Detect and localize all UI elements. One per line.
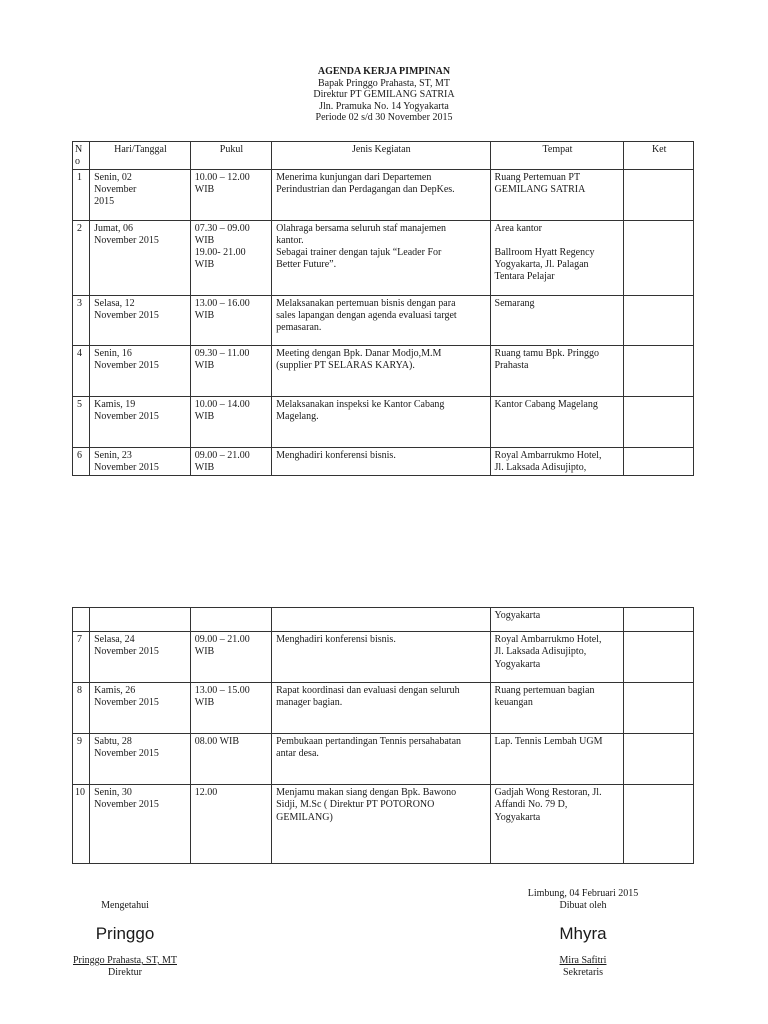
column-header-no-line: o <box>75 156 80 168</box>
column-header-no <box>73 142 90 170</box>
row-activity <box>272 785 490 864</box>
place-line: Gadjah Wong Restoran, Jl. <box>494 787 602 798</box>
date-line: November <box>94 183 137 195</box>
row-time <box>190 396 271 447</box>
table-row <box>73 396 694 447</box>
document-header <box>0 66 768 124</box>
row-number: 5 <box>73 396 90 447</box>
row-note <box>624 632 694 683</box>
time-line: 19.00- 21.00 <box>194 247 246 259</box>
row-note <box>624 608 694 632</box>
signer-name-left: Pringgo Prahasta, ST, MT <box>73 955 177 966</box>
activity-line: kantor. <box>276 234 304 246</box>
row-place <box>490 632 624 683</box>
row-time <box>190 345 271 396</box>
row-number: 9 <box>73 734 90 785</box>
row-activity <box>272 295 490 345</box>
time-line: WIB <box>194 461 215 473</box>
row-date <box>90 345 191 396</box>
table-row <box>73 295 694 345</box>
activity-line: Meeting dengan Bpk. Danar Modjo,M.M <box>276 347 442 359</box>
time-line: WIB <box>194 359 215 371</box>
place-line: Jl. Laksada Adisujipto, <box>494 461 587 473</box>
place-line: Yogyakarta <box>494 811 541 823</box>
place-line: Ruang pertemuan bagian <box>494 685 595 696</box>
row-time <box>190 295 271 345</box>
time-line: 12.00 <box>194 787 218 798</box>
table-row <box>73 345 694 396</box>
row-place <box>490 169 624 220</box>
row-activity <box>272 220 490 295</box>
row-number: 6 <box>73 447 90 475</box>
table-row <box>73 169 694 220</box>
handwritten-signature-left: Pringgo <box>95 924 155 943</box>
row-number: 3 <box>73 295 90 345</box>
row-place <box>490 345 624 396</box>
table-header-row <box>73 142 694 170</box>
time-line: 07.30 – 09.00 <box>194 222 250 234</box>
signer-role-right: Sekretaris <box>563 967 603 978</box>
table-row <box>73 785 694 864</box>
row-date <box>90 734 191 785</box>
row-note <box>624 683 694 734</box>
approval-caption: Mengetahui <box>101 900 149 911</box>
row-place <box>490 734 624 785</box>
row-note <box>624 169 694 220</box>
row-activity <box>272 345 490 396</box>
date-line: Senin, 16 <box>94 347 132 359</box>
place-line: Yogyakarta, Jl. Palagan <box>494 259 589 271</box>
date-line: November 2015 <box>94 748 159 760</box>
activity-line: sales lapangan dengan agenda evaluasi target <box>276 309 457 321</box>
activity-line: Melaksanakan pertemuan bisnis dengan para <box>276 297 456 309</box>
row-date <box>90 608 191 632</box>
activity-line: Magelang. <box>276 410 319 422</box>
activity-line: antar desa. <box>276 748 319 760</box>
activity-line: Sebagai trainer dengan tajuk “Leader For <box>276 247 442 259</box>
activity-line: GEMILANG) <box>276 811 333 823</box>
column-header-activity: Jenis Kegiatan <box>272 142 490 170</box>
row-time <box>190 608 271 632</box>
row-place <box>490 683 624 734</box>
activity-line: Menjamu makan siang dengan Bpk. Bawono <box>276 787 457 798</box>
time-line: 10.00 – 14.00 <box>194 398 250 410</box>
row-activity <box>272 447 490 475</box>
activity-line: Rapat koordinasi dan evaluasi dengan seluruh <box>276 685 460 696</box>
row-number: 10 <box>73 785 90 864</box>
row-place <box>490 447 624 475</box>
row-activity <box>272 632 490 683</box>
header-line-position: Direktur PT GEMILANG SATRIA <box>313 89 455 101</box>
place-line: Yogyakarta <box>494 658 541 670</box>
handwritten-signature-right: Mhyra <box>559 924 607 943</box>
row-place <box>490 785 624 864</box>
activity-line: Pembukaan pertandingan Tennis persahabatan <box>276 736 462 747</box>
place-date: Limbung, 04 Februari 2015 <box>527 888 639 899</box>
activity-line: (supplier PT SELARAS KARYA). <box>276 359 415 371</box>
column-header-place: Tempat <box>490 142 624 170</box>
place-line: Tentara Pelajar <box>494 271 555 283</box>
row-note <box>624 345 694 396</box>
activity-line: Melaksanakan inspeksi ke Kantor Cabang <box>276 398 445 410</box>
column-header-time: Pukul <box>190 142 271 170</box>
column-header-note: Ket <box>624 142 694 170</box>
date-line: Kamis, 19 <box>94 398 136 410</box>
row-time <box>190 734 271 785</box>
activity-line: Sidji, M.Sc ( Direktur PT POTORONO <box>276 799 435 811</box>
time-line: 10.00 – 12.00 <box>194 171 250 183</box>
date-line: November 2015 <box>94 461 159 473</box>
date-line: Senin, 02 <box>94 171 132 183</box>
place-line: Royal Ambarrukmo Hotel, <box>494 634 602 645</box>
time-line: 08.00 WIB <box>194 736 240 747</box>
table-row-continuation <box>73 608 694 632</box>
place-line: Ruang Pertemuan PT <box>494 171 581 183</box>
row-date <box>90 169 191 220</box>
time-line: WIB <box>194 309 215 321</box>
signature-block-right <box>500 888 666 979</box>
column-header-date: Hari/Tanggal <box>90 142 191 170</box>
row-note <box>624 396 694 447</box>
place-line: GEMILANG SATRIA <box>494 183 586 195</box>
place-line: Yogyakarta <box>494 610 541 621</box>
date-line: November 2015 <box>94 646 159 658</box>
date-line: Senin, 23 <box>94 449 132 461</box>
date-line: Senin, 30 <box>94 787 132 798</box>
place-line: Affandi No. 79 D, <box>494 799 568 811</box>
table-row <box>73 683 694 734</box>
row-number: 7 <box>73 632 90 683</box>
row-place <box>490 295 624 345</box>
time-line: 09.00 – 21.00 <box>194 634 250 645</box>
date-line: Selasa, 24 <box>94 634 135 645</box>
row-note <box>624 785 694 864</box>
row-activity <box>272 608 490 632</box>
row-number <box>73 608 90 632</box>
place-line: keuangan <box>494 697 533 709</box>
activity-line: Better Future”. <box>276 259 337 271</box>
time-line: 09.30 – 11.00 <box>194 347 250 359</box>
place-line: Jl. Laksada Adisujipto, <box>494 646 587 658</box>
row-note <box>624 295 694 345</box>
header-line-period: Periode 02 s/d 30 November 2015 <box>315 112 453 124</box>
place-line: Area kantor <box>494 222 543 234</box>
time-line: 13.00 – 15.00 <box>194 685 250 696</box>
row-date <box>90 632 191 683</box>
date-line: Jumat, 06 <box>94 222 134 234</box>
row-number: 4 <box>73 345 90 396</box>
row-time <box>190 683 271 734</box>
place-spacer <box>495 235 621 247</box>
activity-line: Menghadiri konferensi bisnis. <box>276 634 396 645</box>
row-activity <box>272 734 490 785</box>
place-line: Ruang tamu Bpk. Pringgo <box>494 347 599 359</box>
time-line: 09.00 – 21.00 <box>194 449 250 461</box>
time-line: 13.00 – 16.00 <box>194 297 250 309</box>
row-date <box>90 396 191 447</box>
date-line: November 2015 <box>94 359 159 371</box>
row-number: 2 <box>73 220 90 295</box>
date-line: November 2015 <box>94 799 159 811</box>
row-time <box>190 632 271 683</box>
time-line: WIB <box>194 259 215 271</box>
prepared-by-caption: Dibuat oleh <box>559 900 607 911</box>
place-line: Lap. Tennis Lembah UGM <box>494 736 603 747</box>
activity-line: Menerima kunjungan dari Departemen <box>276 171 432 183</box>
date-line: November 2015 <box>94 410 159 422</box>
row-date <box>90 220 191 295</box>
date-line: November 2015 <box>94 234 159 246</box>
time-line: WIB <box>194 697 215 709</box>
date-line: Kamis, 26 <box>94 685 136 696</box>
time-line: WIB <box>194 183 215 195</box>
activity-line: Perindustrian dan Perdagangan dan DepKes. <box>276 183 455 195</box>
header-line-address: Jln. Pramuka No. 14 Yogyakarta <box>319 100 449 112</box>
row-date <box>90 447 191 475</box>
agenda-table-page-2 <box>72 607 694 864</box>
place-line: Kantor Cabang Magelang <box>494 398 598 410</box>
row-place <box>490 608 624 632</box>
row-note <box>624 447 694 475</box>
time-line: WIB <box>194 646 215 658</box>
table-row <box>73 447 694 475</box>
row-time <box>190 785 271 864</box>
place-line: Prahasta <box>494 359 529 371</box>
signer-role-left: Direktur <box>108 967 142 978</box>
date-line: Selasa, 12 <box>94 297 135 309</box>
row-place <box>490 220 624 295</box>
row-number: 8 <box>73 683 90 734</box>
row-time <box>190 220 271 295</box>
activity-line: manager bagian. <box>276 697 343 709</box>
signer-name-right: Mira Safitri <box>559 955 607 966</box>
date-line: 2015 <box>94 196 115 208</box>
row-number: 1 <box>73 169 90 220</box>
row-date <box>90 295 191 345</box>
agenda-table-page-1 <box>72 141 694 476</box>
place-line: Royal Ambarrukmo Hotel, <box>494 449 602 461</box>
row-activity <box>272 683 490 734</box>
row-activity <box>272 169 490 220</box>
row-place <box>490 396 624 447</box>
place-line: Ballroom Hyatt Regency <box>494 246 595 258</box>
place-line: Semarang <box>494 297 535 309</box>
activity-line: Menghadiri konferensi bisnis. <box>276 449 396 461</box>
header-line-person: Bapak Pringgo Prahasta, ST, MT <box>317 77 451 89</box>
date-line: Sabtu, 28 <box>94 736 132 747</box>
row-activity <box>272 396 490 447</box>
signature-block-left <box>60 900 190 979</box>
column-header-no-line: N <box>75 144 83 155</box>
row-note <box>624 220 694 295</box>
date-line: November 2015 <box>94 697 159 709</box>
row-time <box>190 447 271 475</box>
activity-line: pemasaran. <box>276 322 322 334</box>
time-line: WIB <box>194 234 215 246</box>
table-row <box>73 220 694 295</box>
row-date <box>90 683 191 734</box>
activity-line: Olahraga bersama seluruh staf manajemen <box>276 222 447 234</box>
table-row <box>73 632 694 683</box>
row-note <box>624 734 694 785</box>
document-title: AGENDA KERJA PIMPINAN <box>317 66 451 77</box>
time-line: WIB <box>194 410 215 422</box>
date-line: November 2015 <box>94 309 159 321</box>
row-date <box>90 785 191 864</box>
row-time <box>190 169 271 220</box>
table-row <box>73 734 694 785</box>
